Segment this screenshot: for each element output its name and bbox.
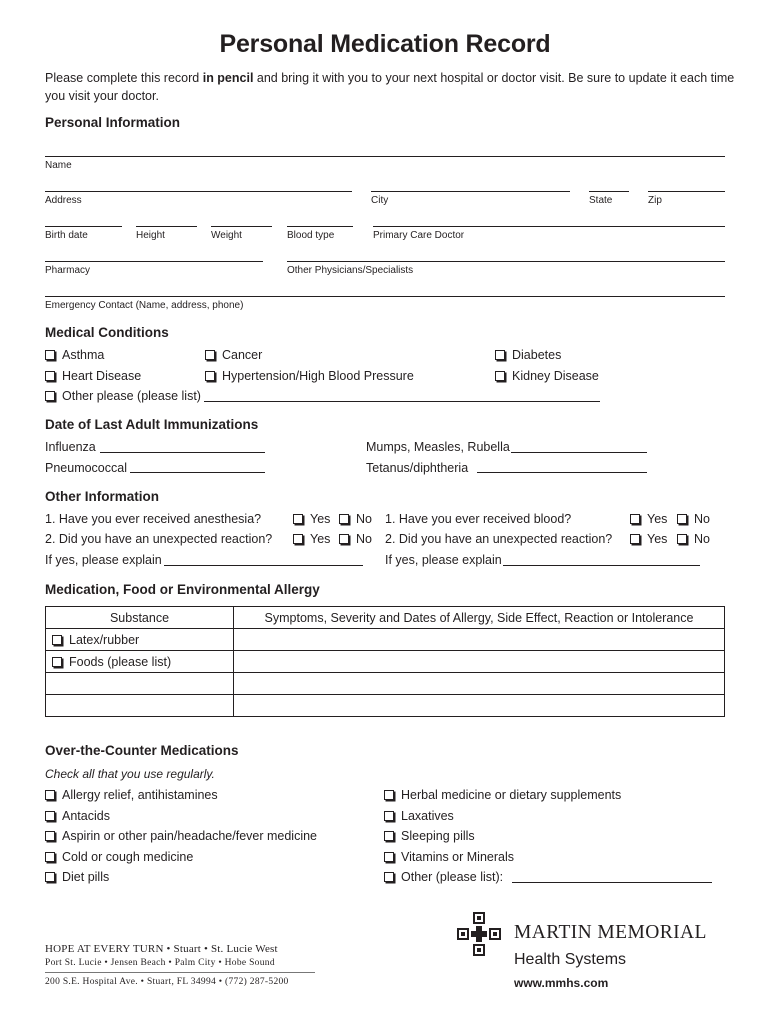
checkbox-icon[interactable] [384,831,394,841]
checkbox-icon[interactable] [384,872,394,882]
checkbox-icon[interactable] [52,635,62,645]
explain-right-label: If yes, please explain [385,553,502,567]
checkbox-icon[interactable] [45,350,55,360]
otc-diet[interactable]: Diet pills [45,870,109,884]
otc-heading: Over-the-Counter Medications [45,743,239,758]
condition-heart-disease[interactable]: Heart Disease [45,369,141,383]
height-label: Height [136,230,165,241]
substance-cell[interactable] [46,695,234,717]
condition-other[interactable]: Other please (please list) [45,389,201,403]
checkbox-icon[interactable] [293,534,303,544]
birth-date-label: Birth date [45,230,88,241]
birth-date-field[interactable] [45,226,122,227]
symptoms-cell[interactable] [234,673,725,695]
allergy-table [45,606,725,717]
intro-text: Please complete this record in pencil and bring it with you to your next hospital or doctor visit. Be sure to update it each time you visit your doctor. [45,71,735,103]
otc-vitamins[interactable]: Vitamins or Minerals [384,850,514,864]
pneumococcal-label: Pneumococcal [45,461,127,475]
explain-left-field[interactable] [164,565,363,566]
checkbox-icon[interactable] [45,811,55,821]
checkbox-icon[interactable] [205,371,215,381]
influenza-field[interactable] [100,452,265,453]
pharmacy-field[interactable] [45,261,263,262]
checkbox-icon[interactable] [45,852,55,862]
otc-other-field[interactable] [512,882,712,883]
table-row [46,673,725,695]
checkbox-icon[interactable] [45,790,55,800]
checkbox-icon[interactable] [630,534,640,544]
otc-antacids[interactable]: Antacids [45,809,110,823]
condition-other-field[interactable] [204,401,600,402]
otc-other[interactable]: Other (please list): [384,870,503,884]
explain-right-field[interactable] [503,565,700,566]
table-row [46,695,725,717]
checkbox-icon[interactable] [384,811,394,821]
symptoms-cell[interactable] [234,651,725,673]
substance-header: Substance [46,607,234,629]
cross-logo-icon [456,911,502,957]
city-field[interactable] [371,191,570,192]
address-label: Address [45,195,82,206]
substance-cell[interactable] [46,673,234,695]
checkbox-icon[interactable] [495,371,505,381]
pharmacy-label: Pharmacy [45,265,91,276]
otc-herbal[interactable]: Herbal medicine or dietary supplements [384,788,621,802]
other-physicians-field[interactable] [287,261,725,262]
pneumococcal-field[interactable] [130,472,265,473]
influenza-label: Influenza [45,440,96,454]
blood-question: 1. Have you ever received blood? [385,512,572,526]
zip-label: Zip [648,195,662,206]
symptoms-header: Symptoms, Severity and Dates of Allergy, Side Effect, Reaction or Intolerance [234,607,725,629]
otc-laxatives[interactable]: Laxatives [384,809,454,823]
blood-no[interactable]: No [677,512,710,526]
blood-yes[interactable]: Yes [630,512,667,526]
emergency-contact-label: Emergency Contact (Name, address, phone) [45,300,244,311]
symptoms-cell[interactable] [234,629,725,651]
table-row [46,629,725,651]
otc-cold[interactable]: Cold or cough medicine [45,850,193,864]
checkbox-icon[interactable] [293,514,303,524]
symptoms-cell[interactable] [234,695,725,717]
checkbox-icon[interactable] [45,371,55,381]
tetanus-field[interactable] [477,472,647,473]
footer-locations: Port St. Lucie • Jensen Beach • Palm City • Hobe Sound [45,958,275,968]
blood-type-label: Blood type [287,230,335,241]
blood-reaction-no[interactable]: No [677,532,710,546]
personal-info-heading: Personal Information [45,115,181,130]
primary-care-field[interactable] [373,226,725,227]
foods-cell[interactable]: Foods (please list) [46,651,234,673]
weight-field[interactable] [211,226,272,227]
checkbox-icon[interactable] [52,657,62,667]
footer-divider [45,972,315,973]
page-title: Personal Medication Record [219,30,551,58]
blood-reaction-yes[interactable]: Yes [630,532,667,546]
blood-reaction-question: 2. Did you have an unexpected reaction? [385,532,613,546]
checkbox-icon[interactable] [339,534,349,544]
blood-type-field[interactable] [287,226,353,227]
checkbox-icon[interactable] [384,852,394,862]
checkbox-icon[interactable] [630,514,640,524]
other-physicians-label: Other Physicians/Specialists [287,265,414,276]
anesthesia-question: 1. Have you ever received anesthesia? [45,512,262,526]
intro-emphasis: in pencil [202,71,254,85]
otc-allergy-relief[interactable]: Allergy relief, antihistamines [45,788,218,802]
footer-tagline: HOPE AT EVERY TURN • Stuart • St. Lucie West [45,943,278,955]
tetanus-label: Tetanus/diphtheria [366,461,469,475]
footer-address: 200 S.E. Hospital Ave. • Stuart, FL 34994 • (772) 287-5200 [45,977,289,987]
otc-sleeping[interactable]: Sleeping pills [384,829,475,843]
immunizations-heading: Date of Last Adult Immunizations [45,417,259,432]
mmr-label: Mumps, Measles, Rubella [366,440,510,454]
anesthesia-reaction-no[interactable]: No [339,532,372,546]
org-website[interactable]: www.mmhs.com [514,976,609,990]
medical-conditions-heading: Medical Conditions [45,325,169,340]
city-label: City [371,195,389,206]
condition-asthma[interactable]: Asthma [45,348,104,362]
state-label: State [589,195,613,206]
anesthesia-reaction-question: 2. Did you have an unexpected reaction? [45,532,273,546]
latex-cell[interactable]: Latex/rubber [46,629,234,651]
condition-kidney-disease[interactable]: Kidney Disease [495,369,599,383]
checkbox-icon[interactable] [677,534,687,544]
checkbox-icon[interactable] [339,514,349,524]
otc-subheading: Check all that you use regularly. [45,767,215,781]
zip-field[interactable] [648,191,725,192]
allergy-heading: Medication, Food or Environmental Allergy [45,582,320,597]
checkbox-icon[interactable] [45,391,55,401]
name-label: Name [45,160,72,171]
condition-diabetes[interactable]: Diabetes [495,348,561,362]
other-info-heading: Other Information [45,489,159,504]
org-subname: Health Systems [514,951,627,968]
state-field[interactable] [589,191,629,192]
condition-cancer[interactable]: Cancer [205,348,262,362]
checkbox-icon[interactable] [677,514,687,524]
checkbox-icon[interactable] [45,872,55,882]
checkbox-icon[interactable] [495,350,505,360]
condition-hypertension[interactable]: Hypertension/High Blood Pressure [205,369,414,383]
weight-label: Weight [211,230,242,241]
otc-aspirin[interactable]: Aspirin or other pain/headache/fever medicine [45,829,317,843]
anesthesia-reaction-yes[interactable]: Yes [293,532,330,546]
address-field[interactable] [45,191,352,192]
mmr-field[interactable] [511,452,647,453]
name-field[interactable] [45,156,725,157]
table-header-row [46,607,725,629]
anesthesia-yes[interactable]: Yes [293,512,330,526]
emergency-contact-field[interactable] [45,296,725,297]
checkbox-icon[interactable] [384,790,394,800]
primary-care-label: Primary Care Doctor [373,230,465,241]
checkbox-icon[interactable] [205,350,215,360]
checkbox-icon[interactable] [45,831,55,841]
anesthesia-no[interactable]: No [339,512,372,526]
table-row [46,651,725,673]
org-name: MARTIN MEMORIAL [514,922,707,943]
explain-left-label: If yes, please explain [45,553,162,567]
height-field[interactable] [136,226,197,227]
